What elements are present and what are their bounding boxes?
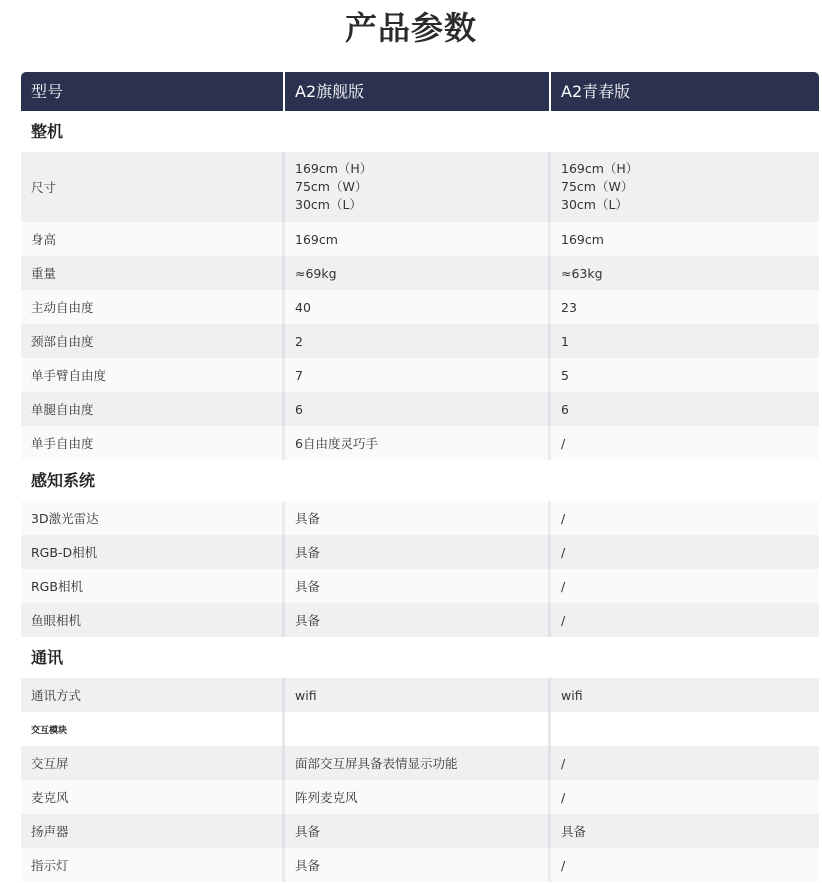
youth-value: / [561,755,566,771]
table-row [21,152,819,222]
flagship-value: ≈69kg [285,256,551,290]
flagship-value: 面部交互屏具备表情显示功能 [285,746,551,780]
flagship-value: 6自由度灵巧手 [285,426,551,460]
flagship-value: 7 [285,358,551,392]
flagship-value: 具备 [285,569,551,603]
youth-value: 5 [561,367,569,383]
table-header [21,72,819,111]
youth-value: wifi [561,687,583,703]
youth-value: 1 [561,333,569,349]
section-title-perception: 感知系统 [21,460,819,501]
row-label: RGB-D相机 [21,535,285,569]
flagship-value: 阵列麦克风 [285,780,551,814]
table-row [21,848,819,882]
youth-value: / [561,857,566,873]
row-label: 交互屏 [21,746,285,780]
table-row [21,712,819,746]
subsection-label: 交互模块 [21,712,285,746]
flagship-value [285,712,551,746]
youth-value: / [561,435,566,451]
row-label: 扬声器 [21,814,285,848]
row-label: 单腿自由度 [21,392,285,426]
table-row [21,780,819,814]
row-label: RGB相机 [21,569,285,603]
youth-value: 23 [561,299,577,315]
section-title-communication: 通讯 [21,637,819,678]
table-row [21,256,819,290]
youth-value: ≈63kg [561,265,603,281]
header-flagship: A2旗舰版 [285,72,551,111]
flagship-height: 169cm（H） [295,161,373,176]
youth-value [551,712,817,746]
youth-length: 30cm（L） [561,197,628,212]
flagship-width: 75cm（W） [295,179,368,194]
row-label: 鱼眼相机 [21,603,285,637]
flagship-value: 具备 [285,848,551,882]
youth-value: 具备 [561,824,587,839]
table-row [21,501,819,535]
flagship-value: 具备 [285,814,551,848]
table-row [21,392,819,426]
header-youth: A2青春版 [561,82,631,101]
flagship-value [285,152,551,222]
flagship-value: 具备 [285,535,551,569]
flagship-value: 2 [285,324,551,358]
youth-value [551,152,817,222]
section-title-body: 整机 [21,111,819,152]
row-label: 尺寸 [21,152,285,222]
row-label: 麦克风 [21,780,285,814]
table-row [21,678,819,712]
table-row [21,426,819,460]
row-label: 主动自由度 [21,290,285,324]
row-label: 指示灯 [21,848,285,882]
youth-value: / [561,612,566,628]
youth-value: / [561,510,566,526]
row-label: 颈部自由度 [21,324,285,358]
table-row [21,535,819,569]
table-row [21,358,819,392]
table-row [21,603,819,637]
table-row [21,746,819,780]
row-label: 重量 [21,256,285,290]
flagship-value: 6 [285,392,551,426]
flagship-value: 169cm [285,222,551,256]
table-row [21,290,819,324]
header-model: 型号 [21,72,285,111]
youth-width: 75cm（W） [561,179,634,194]
youth-height: 169cm（H） [561,161,639,176]
flagship-value: 具备 [285,501,551,535]
flagship-value: 40 [285,290,551,324]
spec-table [21,72,819,882]
table-row [21,324,819,358]
youth-value: / [561,578,566,594]
row-label: 单手臂自由度 [21,358,285,392]
youth-value: 6 [561,401,569,417]
table-row [21,569,819,603]
youth-value: / [561,544,566,560]
flagship-value: 具备 [285,603,551,637]
page-title: 产品参数 [344,9,477,47]
row-label: 身高 [21,222,285,256]
youth-value: / [561,789,566,805]
table-row [21,814,819,848]
flagship-length: 30cm（L） [295,197,362,212]
row-label: 单手自由度 [21,426,285,460]
row-label: 通讯方式 [21,678,285,712]
youth-value: 169cm [561,231,604,247]
flagship-value: wifi [285,678,551,712]
row-label: 3D激光雷达 [21,501,285,535]
table-row [21,222,819,256]
